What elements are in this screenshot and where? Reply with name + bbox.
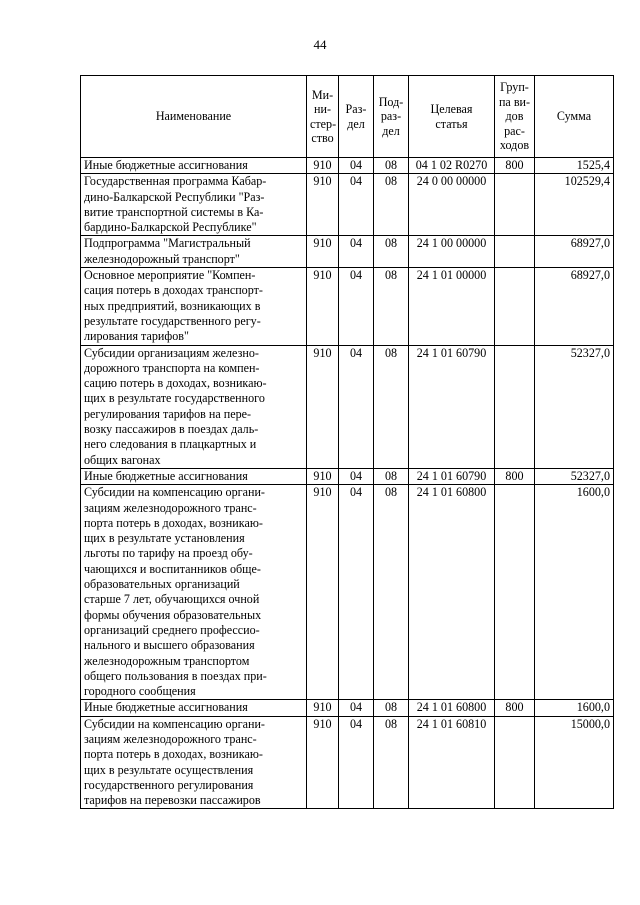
table-row [81,468,614,484]
cell-group [495,345,535,468]
header-name: Наименование [81,76,307,158]
cell-target: 24 0 00 00000 [409,174,495,236]
cell-name-line: дорожного транспорта на компен- [84,360,260,375]
cell-name [81,700,307,716]
cell-name-line: старше 7 лет, обучающихся очной [84,592,260,607]
cell-name-line: сацию потерь в доходах, возникаю- [84,376,267,391]
cell-name-line: результате государственного регу- [84,313,261,328]
cell-subsection: 08 [374,268,409,345]
header-row [81,76,614,158]
cell-sum: 1600,0 [535,485,614,700]
cell-ministry: 910 [307,236,339,268]
cell-subsection: 08 [374,468,409,484]
table-row [81,158,614,174]
cell-sum: 68927,0 [535,236,614,268]
cell-name-line: порта потерь в доходах, возникаю- [84,515,263,530]
cell-section: 04 [339,268,374,345]
cell-subsection: 08 [374,345,409,468]
cell-name [81,158,307,174]
cell-name-line: щих в результате государственного [84,391,265,406]
cell-name [81,345,307,468]
cell-subsection: 08 [374,236,409,268]
cell-name-line: городного сообщения [84,684,196,699]
cell-name [81,174,307,236]
cell-name-line: Государственная программа Кабар- [84,174,267,189]
cell-section: 04 [339,700,374,716]
cell-section: 04 [339,236,374,268]
cell-ministry: 910 [307,700,339,716]
cell-ministry: 910 [307,158,339,174]
header-section: Раз- дел [339,76,374,158]
cell-name-line: бардино-Балкарской Республике" [84,220,257,235]
cell-target: 24 1 01 00000 [409,268,495,345]
cell-group [495,236,535,268]
cell-section: 04 [339,485,374,700]
cell-ministry: 910 [307,268,339,345]
cell-name-line: чающихся и воспитанников обще- [84,561,261,576]
cell-target: 24 1 01 60800 [409,700,495,716]
cell-subsection: 08 [374,716,409,809]
cell-group [495,485,535,700]
cell-group: 800 [495,158,535,174]
header-group: Груп- па ви- дов рас- ходов [495,76,535,158]
cell-section: 04 [339,174,374,236]
cell-group: 800 [495,700,535,716]
cell-name-line: зациям железнодорожного транс- [84,731,257,746]
header-sum: Сумма [535,76,614,158]
cell-name-line: общих вагонах [84,452,161,467]
table-row [81,174,614,236]
cell-ministry: 910 [307,345,339,468]
cell-target: 24 1 01 60790 [409,468,495,484]
cell-name-line: Основное мероприятие "Компен- [84,268,256,283]
cell-name-line: Подпрограмма "Магистральный [84,236,251,251]
cell-target: 24 1 01 60800 [409,485,495,700]
cell-subsection: 08 [374,174,409,236]
cell-section: 04 [339,345,374,468]
cell-section: 04 [339,716,374,809]
cell-subsection: 08 [374,700,409,716]
cell-target: 04 1 02 R0270 [409,158,495,174]
cell-name-line: нального и высшего образования [84,638,255,653]
cell-name-line: возку пассажиров в поездах даль- [84,422,259,437]
page-number: 44 [313,37,327,52]
cell-group: 800 [495,468,535,484]
cell-subsection: 08 [374,158,409,174]
cell-name-line: порта потерь в доходах, возникаю- [84,747,263,762]
cell-name [81,485,307,700]
cell-name-line: Иные бюджетные ассигнования [84,158,248,172]
cell-name-line: щих в результате осуществления [84,762,254,777]
cell-name-line: лирования тарифов" [84,329,189,344]
cell-name-line: государственного регулирования [84,777,254,792]
cell-name-line: образовательных организаций [84,577,240,592]
cell-name-line: железнодорожный транспорт" [84,251,240,266]
table-row [81,716,614,809]
cell-subsection: 08 [374,485,409,700]
cell-target: 24 1 01 60790 [409,345,495,468]
cell-ministry: 910 [307,468,339,484]
cell-ministry: 910 [307,485,339,700]
table-row [81,268,614,345]
cell-sum: 68927,0 [535,268,614,345]
cell-sum: 52327,0 [535,345,614,468]
table-row [81,485,614,700]
cell-section: 04 [339,468,374,484]
cell-target: 24 1 00 00000 [409,236,495,268]
cell-name [81,236,307,268]
cell-name-line: дино-Балкарской Республики "Раз- [84,189,265,204]
cell-sum: 1600,0 [535,700,614,716]
cell-group [495,174,535,236]
cell-name-line: железнодорожным транспортом [84,653,250,668]
cell-name-line: регулирования тарифов на пере- [84,406,252,421]
cell-name-line: зациям железнодорожного транс- [84,500,257,515]
cell-name [81,268,307,345]
header-ministry: Ми- ни- стер- ство [307,76,339,158]
cell-ministry: 910 [307,174,339,236]
cell-name-line: тарифов на перевозки пассажиров [84,793,261,808]
cell-name-line: ных предприятий, возникающих в [84,298,261,313]
cell-name-line: общего пользования в поездах при- [84,668,267,683]
cell-sum: 102529,4 [535,174,614,236]
cell-name [81,716,307,809]
cell-name-line: Субсидии на компенсацию органи- [84,485,265,500]
table-row [81,345,614,468]
cell-name-line: организаций среднего профессио- [84,622,260,637]
cell-name-line: щих в результате установления [84,531,245,546]
cell-section: 04 [339,158,374,174]
cell-group [495,716,535,809]
cell-name [81,468,307,484]
header-target: Целевая статья [409,76,495,158]
cell-name-line: Субсидии на компенсацию органи- [84,716,265,731]
cell-name-line: формы обучения образовательных [84,607,262,622]
cell-name-line: Иные бюджетные ассигнования [84,700,248,715]
cell-name-line: витие транспортной системы в Ка- [84,204,264,219]
cell-name-line: него следования в плацкартных и [84,437,257,452]
cell-target: 24 1 01 60810 [409,716,495,809]
cell-group [495,268,535,345]
cell-name-line: Иные бюджетные ассигнования [84,468,248,483]
cell-sum: 15000,0 [535,716,614,809]
cell-ministry: 910 [307,716,339,809]
table-row [81,700,614,716]
cell-name-line: льготы по тарифу на проезд обу- [84,546,253,561]
budget-table [80,75,614,809]
cell-name-line: Субсидии организациям железно- [84,345,259,360]
cell-sum: 52327,0 [535,468,614,484]
header-subsection: Под- раз- дел [374,76,409,158]
table-row [81,236,614,268]
cell-name-line: сация потерь в доходах транспорт- [84,283,263,298]
cell-sum: 1525,4 [535,158,614,174]
